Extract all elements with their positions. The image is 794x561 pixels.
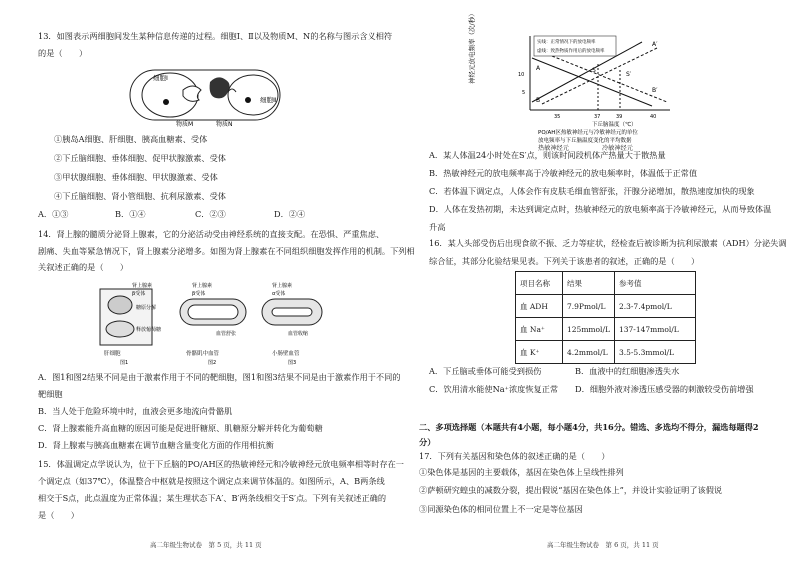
fig1-beta-receptor: β受体: [132, 291, 146, 297]
q15-option-a: A．某人体温24小时处在S′点，则该时间段机体产热量大于散热量: [429, 150, 666, 160]
q16-stem-line1: 16．某人头部受伤后出现食欲不振、乏力等症状，经检查后被诊断为抗利尿激素（ADH）分泌失调: [429, 238, 787, 248]
q15-option-b: B．热敏神经元的放电频率高于冷敏神经元的放电频率时，体温低于正常值: [429, 168, 698, 178]
q17-item-1: ①染色体是基因的主要载体，基因在染色体上呈线性排列: [419, 467, 624, 477]
fig3-caption: 图3: [288, 360, 297, 366]
fig2-vasodilation: 血管舒张: [216, 331, 237, 337]
q16-option-a: A．下丘脑或垂体可能受到损伤: [429, 366, 542, 376]
fig2-subtitle: 骨骼肌中血管: [186, 351, 220, 357]
legend-solid: 实线：正常情况下的放电频率: [537, 40, 596, 45]
q13-item-4: ④下丘脑细胞、肾小管细胞、抗利尿激素、受体: [54, 191, 226, 201]
substance-n-label: 物质N: [216, 121, 233, 128]
table-row: [516, 318, 696, 341]
q13-choice-a: A．①③: [38, 209, 69, 219]
q13-stem-line2: 的是（ ）: [38, 48, 88, 58]
table-cell: 血 Na⁺: [516, 318, 563, 341]
graph-y-label: 神经元放电频率（次/秒）: [468, 10, 476, 84]
graph-legend-hot: 热敏神经元: [538, 145, 569, 152]
legend-dashed: 虚线：致热物质作用后的放电频率: [537, 49, 605, 54]
q16-option-b: B．血液中的红细胞渗透失水: [575, 366, 680, 376]
fig1-adrenaline: 肾上腺素: [132, 283, 153, 289]
x-tick-39: 39: [616, 114, 623, 120]
q13-item-2: ②下丘脑细胞、垂体细胞、促甲状腺激素、受体: [54, 153, 226, 163]
table-cell: 血 K⁺: [516, 341, 563, 364]
page-footer-left: 高二年级生物试卷 第 5 页，共 11 页: [150, 541, 262, 549]
q14-stem-line3: 关叙述正确的是（ ）: [38, 262, 129, 272]
table-cell: 3.5-5.3mmol/L: [614, 341, 695, 364]
y-tick-10: 10: [518, 72, 525, 78]
table-cell: 血 ADH: [516, 295, 563, 318]
q14-option-c: C．肾上腺素能升高血糖的原因可能是促进肝糖原、肌糖原分解并转化为葡萄糖: [38, 423, 323, 433]
substance-m-label: 物质M: [176, 121, 194, 128]
y-tick-5: 5: [522, 90, 526, 96]
q17-item-3: ③同源染色体的相同位置上不一定是等位基因: [419, 504, 583, 514]
graph-caption-1: PO/AH区热敏神经元与冷敏神经元的单位: [538, 130, 638, 136]
table-cell: 125mmol/L: [563, 318, 615, 341]
point-s-prime-label: S′: [626, 71, 632, 78]
graph-caption-2: 放电频率与下丘脑温度变化的平均数据: [538, 138, 632, 144]
x-tick-37: 37: [594, 114, 601, 120]
q14-stem-line2: 剧痛、失血等紧急情况下，肾上腺素分泌增多。如图为肾上腺素在不同组织细胞发挥作用的机制。下列相: [38, 246, 415, 256]
table-row: [516, 341, 696, 364]
fig1-glucose-release: 释放葡萄糖: [136, 327, 162, 333]
line-a-prime-label: A′: [652, 41, 658, 48]
fig1-caption: 图1: [120, 360, 129, 366]
fig3-vasoconstriction: 血管收缩: [288, 331, 309, 337]
q17-item-2: ②萨顿研究蝗虫的减数分裂，提出假说“基因在染色体上”，并设计实验证明了该假说: [419, 485, 723, 495]
table-header-row: [516, 272, 696, 295]
table-cell: 4.2mmol/L: [563, 341, 615, 364]
graph-x-label: 下丘脑温度（℃）: [592, 122, 637, 128]
q13-choice-c: C．②③: [195, 209, 226, 219]
q13-item-3: ③甲状腺细胞、垂体细胞、甲状腺激素、受体: [54, 172, 218, 182]
q15-option-c: C．若体温下调定点，人体会作有皮肤毛细血管舒张，汗腺分泌增加，散热速度加快的现象: [429, 186, 755, 196]
q13-item-1: ①胰岛A细胞、肝细胞、胰高血糖素、受体: [54, 134, 208, 144]
q15-option-d-line1: D．人体在发热初期，未达到调定点时，热敏神经元的放电频率高于冷敏神经元，从而导致体温: [429, 204, 772, 214]
q16-option-d: D．细胞外液对渗透压感受器的刺激较受伤前增强: [575, 384, 754, 394]
fig1-glycogenolysis: 糖原分解: [136, 305, 157, 311]
q15-option-d-line2: 升高: [429, 222, 446, 232]
table-cell: 137-147mmol/L: [614, 318, 695, 341]
fig3-adrenaline: 肾上腺素: [272, 283, 293, 289]
cell2-label: 细胞Ⅱ: [260, 96, 277, 104]
x-tick-35: 35: [554, 114, 561, 120]
table-cell: 2.3-7.4pmol/L: [614, 295, 695, 318]
q14-option-a-line1: A．图1和图2结果不同是由于激素作用于不同的靶细胞，图1和图3结果不同是由于激素作用于不同的: [38, 372, 401, 382]
q15-stem-line3: 相交于S点，此点温度为正常体温；某生理状态下A′、B′两条线相交于S′点。下列有关叙述正确的: [38, 493, 387, 503]
point-s-label: S: [592, 67, 596, 74]
fig3-alpha-receptor: α受体: [272, 291, 286, 297]
fig2-caption: 图2: [208, 360, 217, 366]
fig1-subtitle: 肝细胞: [104, 351, 121, 357]
line-b-prime-label: B′: [652, 87, 658, 94]
table-row: [516, 295, 696, 318]
fig2-adrenaline: 肾上腺素: [192, 283, 213, 289]
cell1-label: 细胞Ⅰ: [153, 74, 168, 82]
q15-stem-line2: 个调定点（如37℃），体温整合中枢就是按照这个调定点来调节体温的。如图所示，A、B两条线: [38, 476, 385, 486]
table-header: 参考值: [614, 272, 695, 295]
q16-lab-results-table: [515, 271, 696, 364]
table-header: 结果: [563, 272, 615, 295]
q14-option-a-line2: 靶细胞: [38, 389, 63, 399]
q14-stem-line1: 14．肾上腺的髓质分泌肾上腺素，它的分泌活动受由神经系统的直接支配。在恐惧、严重焦虑、: [38, 229, 385, 239]
q13-cell-signal-figure: [128, 62, 298, 130]
table-cell: 7.9Pmol/L: [563, 295, 615, 318]
section-heading: 二、多项选择题（本题共有4小题，每小题4分，共16分。错选、多选均不得分，漏选每题得2: [419, 422, 759, 432]
q15-stem-line1: 15．体温调定点学说认为，位于下丘脑的PO/AH区的热敏神经元和冷敏神经元放电频率相等时存在一: [38, 459, 404, 469]
line-b-label: B: [536, 97, 541, 104]
section-heading-cont: 分）: [419, 437, 436, 447]
q13-stem-line1: 13．如图表示两细胞间发生某种信息传递的过程。细胞Ⅰ、Ⅱ以及物质M、N的名称与图示含义相符: [38, 31, 393, 41]
q16-stem-line2: 综合征，其部分化验结果见表。下列关于该患者的叙述，正确的是（ ）: [429, 256, 700, 266]
exam-page-6: [397, 0, 794, 561]
q15-temperature-graph: [468, 10, 682, 145]
page-footer-right: 高二年级生物试卷 第 6 页，共 11 页: [547, 541, 659, 549]
line-a-label: A: [536, 65, 541, 72]
q14-option-d: D．肾上腺素与胰高血糖素在调节血糖含量变化方面的作用相抗衡: [38, 440, 274, 450]
q16-option-c: C．饮用清水能使Na⁺浓度恢复正常: [429, 384, 559, 394]
q13-choice-d: D．②④: [274, 209, 306, 219]
q14-adrenaline-figure: [96, 275, 328, 365]
fig3-subtitle: 小肠壁血管: [272, 351, 300, 357]
q13-choice-b: B．①④: [115, 209, 146, 219]
x-tick-40: 40: [650, 114, 657, 120]
table-header: 项目名称: [516, 272, 563, 295]
q15-stem-line4: 是（ ）: [38, 510, 79, 520]
graph-legend-cold: 冷敏神经元: [602, 145, 633, 152]
q17-stem: 17．下列有关基因和染色体的叙述正确的是（ ）: [419, 451, 610, 461]
q14-option-b: B．当人处于危险环境中时，血液会更多地流向骨骼肌: [38, 406, 233, 416]
fig2-beta-receptor: β受体: [192, 291, 206, 297]
